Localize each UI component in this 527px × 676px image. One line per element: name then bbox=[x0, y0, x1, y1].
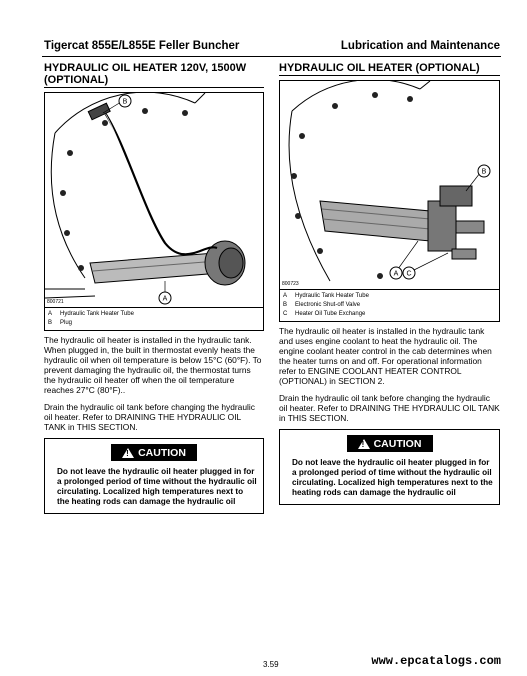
legend-item: A Hydraulic Tank Heater Tube bbox=[283, 293, 369, 299]
left-figure-legend bbox=[44, 308, 264, 331]
callout-b-label: B bbox=[122, 98, 128, 106]
right-paragraph-2: Drain the hydraulic oil tank before changing the hydraulic oil heater. Refer to DRAINING THE HYDRAULIC OIL TANK in THIS SECTION. bbox=[279, 393, 500, 423]
figure-number: 800721 bbox=[47, 299, 64, 305]
right-figure-legend bbox=[279, 290, 500, 322]
page-number: 3.59 bbox=[263, 660, 279, 669]
left-section-heading: HYDRAULIC OIL HEATER 120V, 1500W (OPTIONAL) bbox=[44, 62, 264, 88]
heater-120v-illustration bbox=[45, 93, 263, 307]
right-paragraph-1: The hydraulic oil heater is installed in the hydraulic tank and uses engine coolant to heat the hydraulic oil. The engine coolant heater control in the cab determines when the heater turns on and off. For operational information refer to ENGINE COOLANT HEATER CONTROL (OPTIONAL) in SECTION 2. bbox=[279, 326, 492, 386]
caution-label: CAUTION bbox=[373, 437, 422, 450]
callout-a-label: A bbox=[393, 270, 399, 278]
legend-item: B Plug bbox=[48, 320, 73, 326]
left-paragraph-2: Drain the hydraulic oil tank before changing the hydraulic oil heater. Refer to DRAINING THE HYDRAULIC OIL TANK in THIS SECTION. bbox=[44, 402, 255, 432]
callout-a-label: A bbox=[162, 295, 168, 303]
header-divider bbox=[42, 56, 501, 57]
caution-message: Do not leave the hydraulic oil heater plugged in for a prolonged period of time without the hydraulic oil circulating. Localized high temperatures next to the heating rods can damage the hydraulic oil bbox=[292, 458, 493, 497]
legend-item: B Electronic Shut-off Valve bbox=[283, 302, 361, 308]
right-figure bbox=[279, 80, 500, 290]
section-title: Lubrication and Maintenance bbox=[340, 40, 500, 52]
document-title: Tigercat 855E/L855E Feller Buncher bbox=[44, 40, 240, 52]
left-caution-box bbox=[44, 438, 264, 514]
caution-banner bbox=[111, 444, 197, 461]
left-paragraph-1: The hydraulic oil heater is installed in the hydraulic tank. When plugged in, the built in thermostat evenly heats the hydraulic oil when oil temperature is below 15°C (60°F). To prevent damaging the hydraulic oil, the thermostat turns the hydraulic oil heater off when the oil temperature reaches 27°C (80°F).. bbox=[44, 335, 262, 395]
caution-message: Do not leave the hydraulic oil heater plugged in for a prolonged period of time without the hydraulic oil circulating. Localized high temperatures next to the heating rods can damage the hydraulic oil bbox=[57, 467, 257, 506]
callout-b-label: B bbox=[481, 168, 487, 176]
right-caution-box bbox=[279, 429, 500, 505]
heater-coolant-illustration bbox=[280, 81, 499, 289]
caution-label: CAUTION bbox=[138, 446, 186, 459]
legend-item: C Heater Oil Tube Exchange bbox=[283, 311, 366, 317]
left-column bbox=[44, 62, 264, 514]
figure-number: 800723 bbox=[282, 281, 299, 287]
watermark: www.epcatalogs.com bbox=[371, 654, 501, 668]
warning-triangle-icon bbox=[122, 448, 134, 458]
right-section-heading: HYDRAULIC OIL HEATER (OPTIONAL) bbox=[279, 62, 500, 76]
callout-c-label: C bbox=[406, 270, 412, 278]
legend-item: A Hydraulic Tank Heater Tube bbox=[48, 311, 134, 317]
left-figure bbox=[44, 92, 264, 308]
right-column bbox=[279, 62, 500, 505]
warning-triangle-icon bbox=[358, 439, 370, 449]
caution-banner bbox=[347, 435, 433, 452]
